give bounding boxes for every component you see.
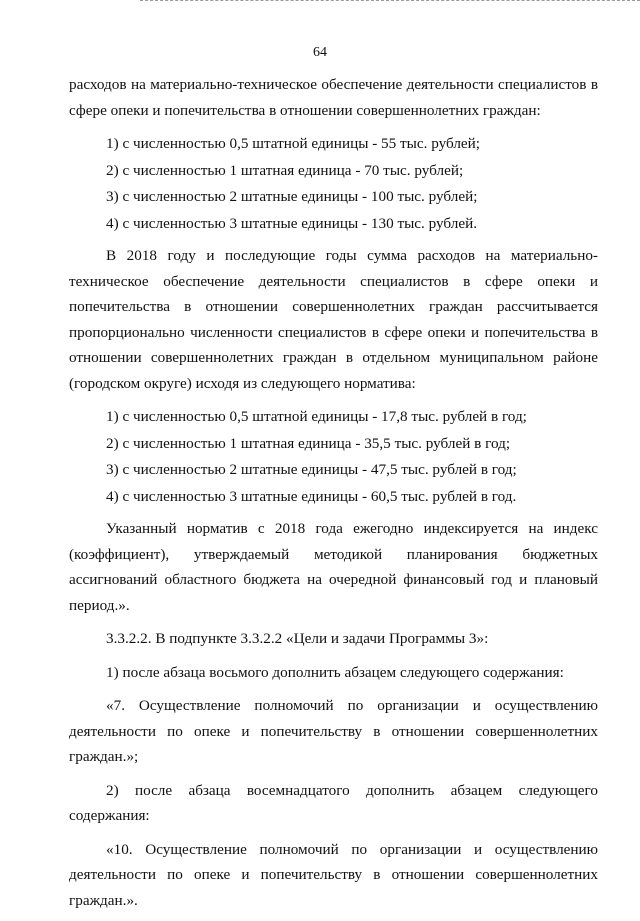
paragraph-quote-7: «7. Осуществление полномочий по организации и осуществлению деятельности по опеке и попечительству в отношении совершеннолетних граждан.»; [69, 697, 598, 765]
list-item: 1) с численностью 0,5 штатной единицы - 55 тыс. рублей; [106, 135, 481, 152]
paragraph-expenses-intro: расходов на материально-техническое обеспечение деятельности специалистов в сфере опеки и попечительства в отношении совершеннолетних граждан: [69, 76, 598, 119]
list-item: 1) с численностью 0,5 штатной единицы - 17,8 тыс. рублей в год; [106, 408, 527, 425]
paragraph-indexation: Указанный норматив с 2018 года ежегодно индексируется на индекс (коэффициент), утверждаемый методикой планирования бюджетных ассигнований областного бюджета на очередной финансовый год и плановый период.». [69, 520, 598, 614]
page-number: 64 [313, 45, 327, 60]
list-item: 4) с численностью 3 штатные единицы - 130 тыс. рублей. [106, 214, 478, 232]
paragraph-subsection: 3.3.2.2. В подпункте 3.3.2.2 «Цели и задачи Программы 3»: [106, 630, 489, 647]
paragraph-amendment-1: 1) после абзаца восьмого дополнить абзацем следующего содержания: [106, 663, 564, 681]
list-item: 3) с численностью 2 штатные единицы - 100 тыс. рублей; [106, 188, 478, 205]
list-item: 3) с численностью 2 штатные единицы - 47,5 тыс. рублей в год; [106, 461, 517, 478]
top-scan-rule [140, 0, 640, 3]
paragraph-amendment-2: 2) после абзаца восемнадцатого дополнить абзацем следующего содержания: [69, 781, 598, 824]
document-body [69, 72, 598, 921]
paragraph-quote-10: «10. Осуществление полномочий по организации и осуществлению деятельности по опеке и попечительству в отношении совершеннолетних граждан.». [69, 840, 598, 909]
list-item: 2) с численностью 1 штатная единица - 70 тыс. рублей; [106, 161, 464, 179]
list-item: 2) с численностью 1 штатная единица - 35,5 тыс. рублей в год; [106, 434, 511, 452]
paragraph-2018-norm: В 2018 году и последующие годы сумма расходов на материально-техническое обеспечение деятельности специалистов в сфере опеки и попечительства в отношении совершеннолетних граждан рассчитывается пропорционально численности специалистов в сфере опеки и попечительства в отношении совершеннолетних граждан в отдельном муниципальном районе (городском округе) исходя из следующего норматива: [69, 247, 598, 392]
list-item: 4) с численностью 3 штатные единицы - 60,5 тыс. рублей в год. [106, 487, 517, 505]
